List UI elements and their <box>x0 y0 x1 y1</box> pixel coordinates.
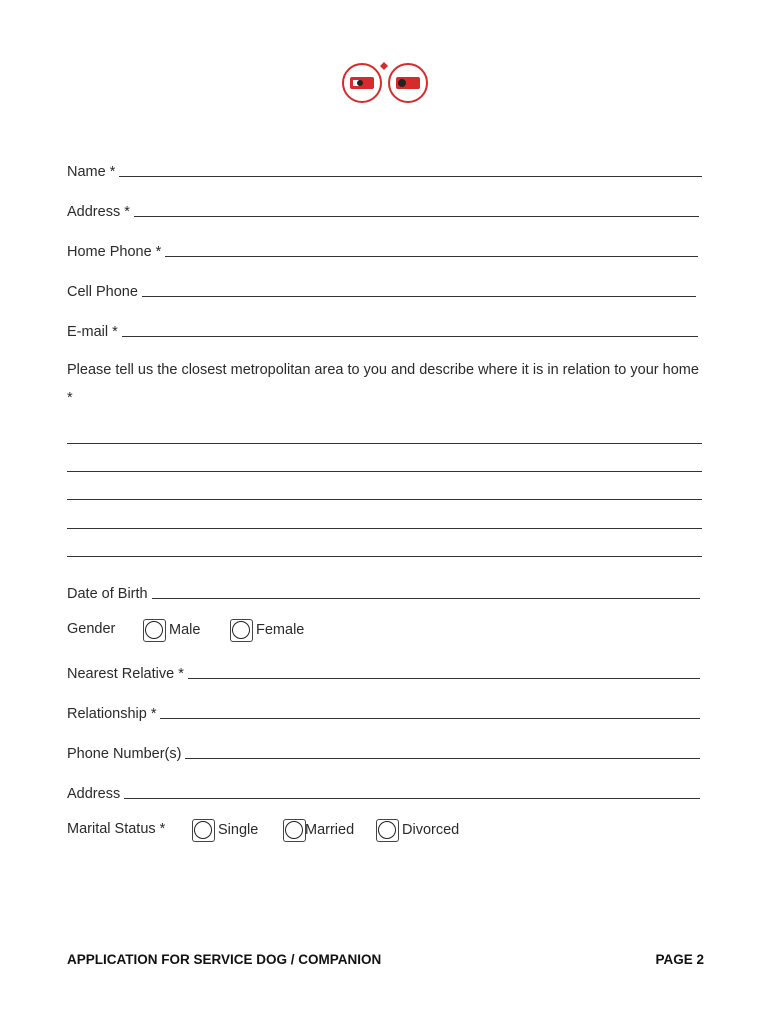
page-number: PAGE 2 <box>655 952 704 967</box>
nearest-relative-field[interactable] <box>67 660 700 682</box>
nearest-relative-input-line[interactable] <box>188 678 700 679</box>
metro-answer-line-1[interactable] <box>67 443 702 444</box>
address-input-line[interactable] <box>134 216 699 217</box>
relative-address-field[interactable] <box>67 780 700 802</box>
gender-male-option[interactable] <box>145 621 200 639</box>
cell-phone-label: Cell Phone <box>67 284 138 300</box>
relative-address-input-line[interactable] <box>124 798 700 799</box>
single-label: Single <box>218 822 259 838</box>
home-phone-input-line[interactable] <box>165 256 698 257</box>
metro-answer-line-2[interactable] <box>67 471 702 472</box>
marital-status-label <box>67 821 165 837</box>
phone-numbers-label: Phone Number(s) <box>67 746 182 762</box>
married-radio[interactable] <box>285 821 303 839</box>
marital-married-option[interactable] <box>285 821 354 839</box>
nearest-relative-label: Nearest Relative * <box>67 666 184 682</box>
married-label: Married <box>305 822 355 838</box>
email-label: E-mail * <box>67 324 118 340</box>
female-radio[interactable] <box>232 621 250 639</box>
marital-single-option[interactable] <box>194 821 258 839</box>
email-input-line[interactable] <box>122 336 698 337</box>
address-field[interactable] <box>67 198 699 220</box>
dob-label: Date of Birth <box>67 586 148 602</box>
marital-divorced-option[interactable] <box>378 821 459 839</box>
gender-female-option[interactable] <box>232 621 304 639</box>
gender-label-text: Gender <box>67 621 116 637</box>
relationship-field[interactable] <box>67 700 700 722</box>
name-field[interactable] <box>67 158 702 180</box>
footer-title: APPLICATION FOR SERVICE DOG / COMPANION <box>67 952 382 967</box>
name-input-line[interactable] <box>119 176 702 177</box>
divorced-radio[interactable] <box>378 821 396 839</box>
single-radio[interactable] <box>194 821 212 839</box>
phone-numbers-input-line[interactable] <box>185 758 700 759</box>
divorced-label: Divorced <box>402 822 460 838</box>
dob-input-line[interactable] <box>152 598 700 599</box>
metro-question: Please tell us the closest metropolitan area to you and describe where it is in relation to your home * <box>67 362 699 406</box>
address-label: Address * <box>67 204 130 220</box>
relative-address-label: Address <box>67 786 121 802</box>
marital-status-text: Marital Status * <box>67 821 166 837</box>
female-label: Female <box>256 622 305 638</box>
phone-numbers-field[interactable] <box>67 740 700 762</box>
metro-answer-line-5[interactable] <box>67 556 702 557</box>
cell-phone-field[interactable] <box>67 278 696 300</box>
email-field[interactable] <box>67 318 698 340</box>
relationship-label: Relationship * <box>67 706 157 722</box>
male-label: Male <box>169 622 201 638</box>
home-phone-label: Home Phone * <box>67 244 162 260</box>
club-emblem-icon <box>340 60 432 106</box>
home-phone-field[interactable] <box>67 238 698 260</box>
dob-field[interactable] <box>67 580 700 602</box>
male-radio[interactable] <box>145 621 163 639</box>
cell-phone-input-line[interactable] <box>142 296 696 297</box>
name-label: Name * <box>67 164 116 180</box>
metro-answer-line-4[interactable] <box>67 528 702 529</box>
relationship-input-line[interactable] <box>160 718 700 719</box>
gender-label <box>67 621 115 637</box>
metro-answer-line-3[interactable] <box>67 499 702 500</box>
